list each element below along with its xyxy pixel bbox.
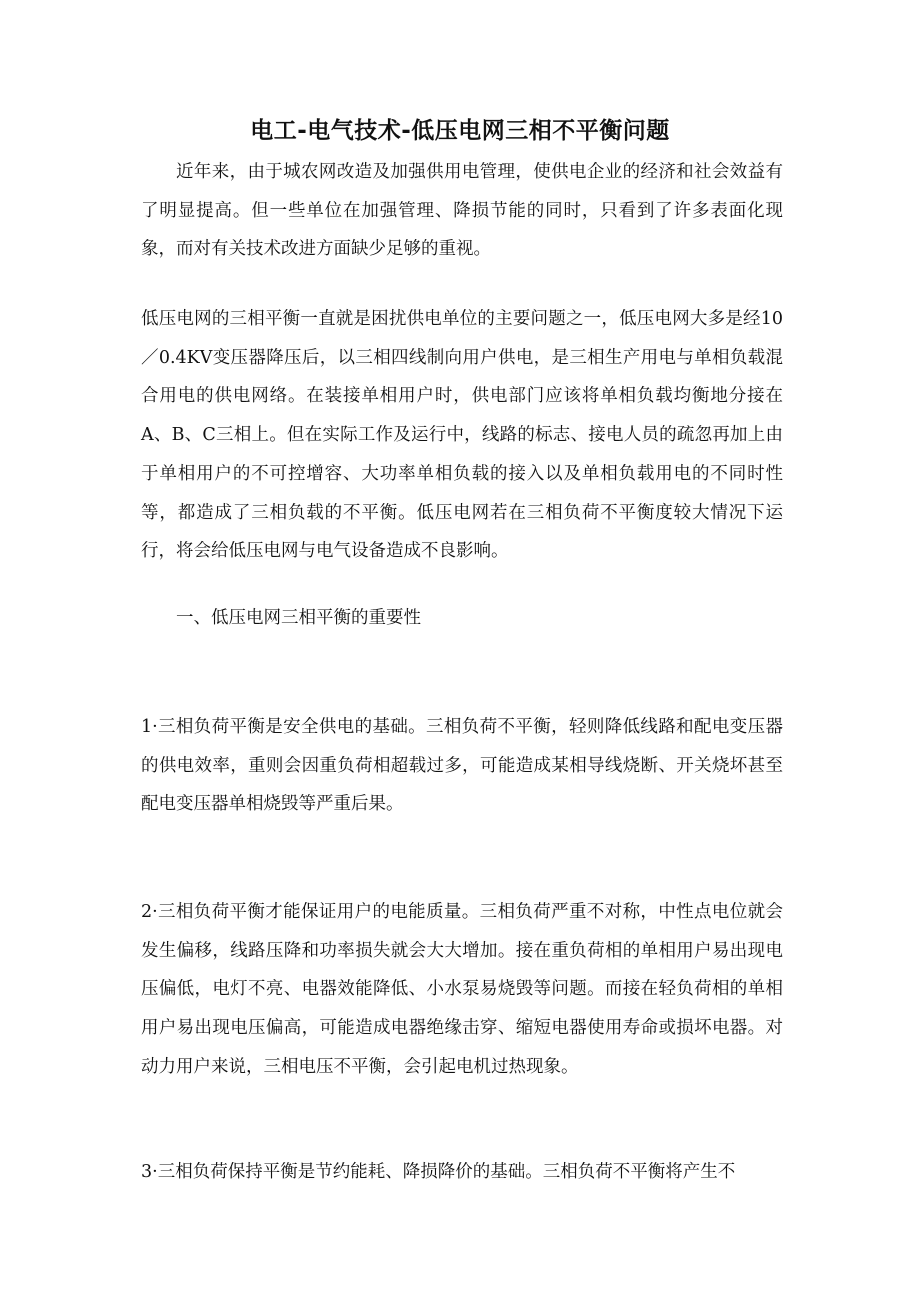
point-2-paragraph: 2·三相负荷平衡才能保证用户的电能质量。三相负荷严重不对称，中性点电位就会发生偏移，线路压降和功率损失就会大大增加。接在重负荷相的单相用户易出现电压偏低，电灯不亮、电器效能降低、小水泵易烧毁等问题。而接在轻负荷相的单相用户易出现电压偏高，可能造成电器绝缘击穿、缩短电器使用寿命或损坏电器。对动力用户来说，三相电压不平衡，会引起电机过热现象。: [141, 902, 783, 1077]
section-heading: 一、低压电网三相平衡的重要性: [176, 608, 421, 628]
intro-paragraph: 近年来，由于城农网改造及加强供用电管理，使供电企业的经济和社会效益有了明显提高。但一些单位在加强管理、降损节能的同时，只看到了许多表面化现象，而对有关技术改进方面缺少足够的重视。: [141, 162, 783, 260]
point-1-paragraph: 1·三相负荷平衡是安全供电的基础。三相负荷不平衡，轻则降低线路和配电变压器的供电效率，重则会因重负荷相超载过多，可能造成某相导线烧断、开关烧坏甚至配电变压器单相烧毁等严重后果。: [141, 717, 783, 815]
document-title: 电工-电气技术-低压电网三相不平衡问题: [250, 118, 670, 144]
point-3-paragraph: 3·三相负荷保持平衡是节约能耗、降损降价的基础。三相负荷不平衡将产生不: [141, 1162, 736, 1182]
overview-paragraph: 低压电网的三相平衡一直就是困扰供电单位的主要问题之一，低压电网大多是经10／0.4KV变压器降压后，以三相四线制向用户供电，是三相生产用电与单相负载混合用电的供电网络。在装接单相用户时，供电部门应该将单相负载均衡地分接在A、B、C三相上。但在实际工作及运行中，线路的标志、接电人员的疏忽再加上由于单相用户的不可控增容、大功率单相负载的接入以及单相负载用电的不同时性等，都造成了三相负载的不平衡。低压电网若在三相负荷不平衡度较大情况下运行，将会给低压电网与电气设备造成不良影响。: [141, 309, 783, 562]
